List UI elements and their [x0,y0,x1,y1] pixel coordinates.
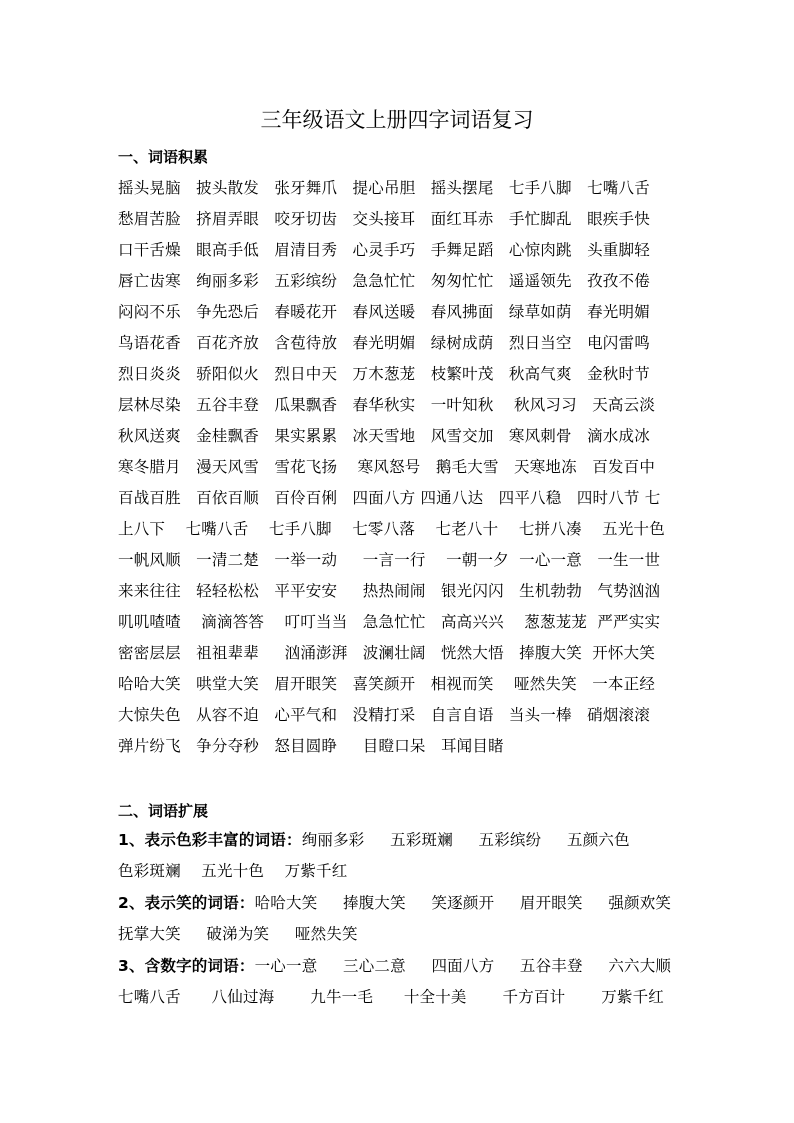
word-line: 口干舌燥 眼高手低 眉清目秀 心灵手巧 手舞足蹈 心惊肉跳 头重脚轻 [118,241,650,259]
item-label: 2、表示笑的词语： [118,894,255,912]
item-label: 1、表示色彩丰富的词语： [118,831,302,849]
word-line: 鸟语花香 百花齐放 含苞待放 春光明媚 绿树成荫 烈日当空 电闪雷鸣 [118,334,650,352]
item-words: 哈哈大笑 捧腹大笑 笑逐颜开 眉开眼笑 强颜欢笑 [254,894,672,912]
word-line: 秋风送爽 金桂飘香 果实累累 冰天雪地 风雪交加 寒风刺骨 滴水成冰 [118,427,650,445]
extension-item-color-cont: 色彩斑斓 五光十色 万紫千红 [118,862,348,880]
section-heading-extension: 二、词语扩展 [118,802,209,820]
document-title: 三年级语文上册四字词语复习 [260,108,534,132]
word-line: 大惊失色 从容不迫 心平气和 没精打采 自言自语 当头一棒 硝烟滚滚 [118,706,650,724]
word-line: 百战百胜 百依百顺 百伶百俐 四面八方 四通八达 四平八稳 四时八节 七 [118,489,661,507]
extension-item-color [118,828,678,850]
word-line: 哈哈大笑 哄堂大笑 眉开眼笑 喜笑颜开 相视而笑 哑然失笑 一本正经 [118,675,656,693]
word-line: 摇头晃脑 披头散发 张牙舞爪 提心吊胆 摇头摆尾 七手八脚 七嘴八舌 [118,179,650,197]
word-line: 叽叽喳喳 滴滴答答 叮叮当当 急急忙忙 高高兴兴 葱葱茏茏 严严实实 [118,613,661,631]
extension-item-number [118,954,678,976]
item-words: 绚丽多彩 五彩斑斓 五彩缤纷 五颜六色 [301,831,630,849]
word-line: 密密层层 祖祖辈辈 汹涌澎湃 波澜壮阔 恍然大悟 捧腹大笑 开怀大笑 [118,644,656,662]
word-line: 弹片纷飞 争分夺秒 怒目圆睁 目瞪口呆 耳闻目睹 [118,737,504,755]
section-heading-vocabulary: 一、词语积累 [118,148,209,166]
word-line: 寒冬腊月 漫天风雪 雪花飞扬 寒风怒号 鹅毛大雪 天寒地冻 百发百中 [118,458,656,476]
extension-item-laugh [118,891,678,913]
extension-item-laugh-cont: 抚掌大笑 破涕为笑 哑然失笑 [118,925,358,943]
word-line: 一帆风顺 一清二楚 一举一动 一言一行 一朝一夕 一心一意 一生一世 [118,551,661,569]
word-line: 来来往往 轻轻松松 平平安安 热热闹闹 银光闪闪 生机勃勃 气势汹汹 [118,582,661,600]
extension-item-number-cont: 七嘴八舌 八仙过海 九牛一毛 十全十美 千方百计 万紫千红 [118,988,664,1006]
word-line: 愁眉苦脸 挤眉弄眼 咬牙切齿 交头接耳 面红耳赤 手忙脚乱 眼疾手快 [118,210,650,228]
item-words: 一心一意 三心二意 四面八方 五谷丰登 六六大顺 [254,957,672,975]
word-line: 唇亡齿寒 绚丽多彩 五彩缤纷 急急忙忙 匆匆忙忙 遥遥领先 孜孜不倦 [118,272,650,290]
word-line: 层林尽染 五谷丰登 瓜果飘香 春华秋实 一叶知秋 秋风习习 天高云淡 [118,396,656,414]
word-line: 上八下 七嘴八舌 七手八脚 七零八落 七老八十 七拼八凑 五光十色 [118,520,665,538]
item-label: 3、含数字的词语： [118,957,255,975]
word-line: 烈日炎炎 骄阳似火 烈日中天 万木葱茏 枝繁叶茂 秋高气爽 金秋时节 [118,365,650,383]
word-line: 闷闷不乐 争先恐后 春暖花开 春风送暖 春风拂面 绿草如荫 春光明媚 [118,303,650,321]
